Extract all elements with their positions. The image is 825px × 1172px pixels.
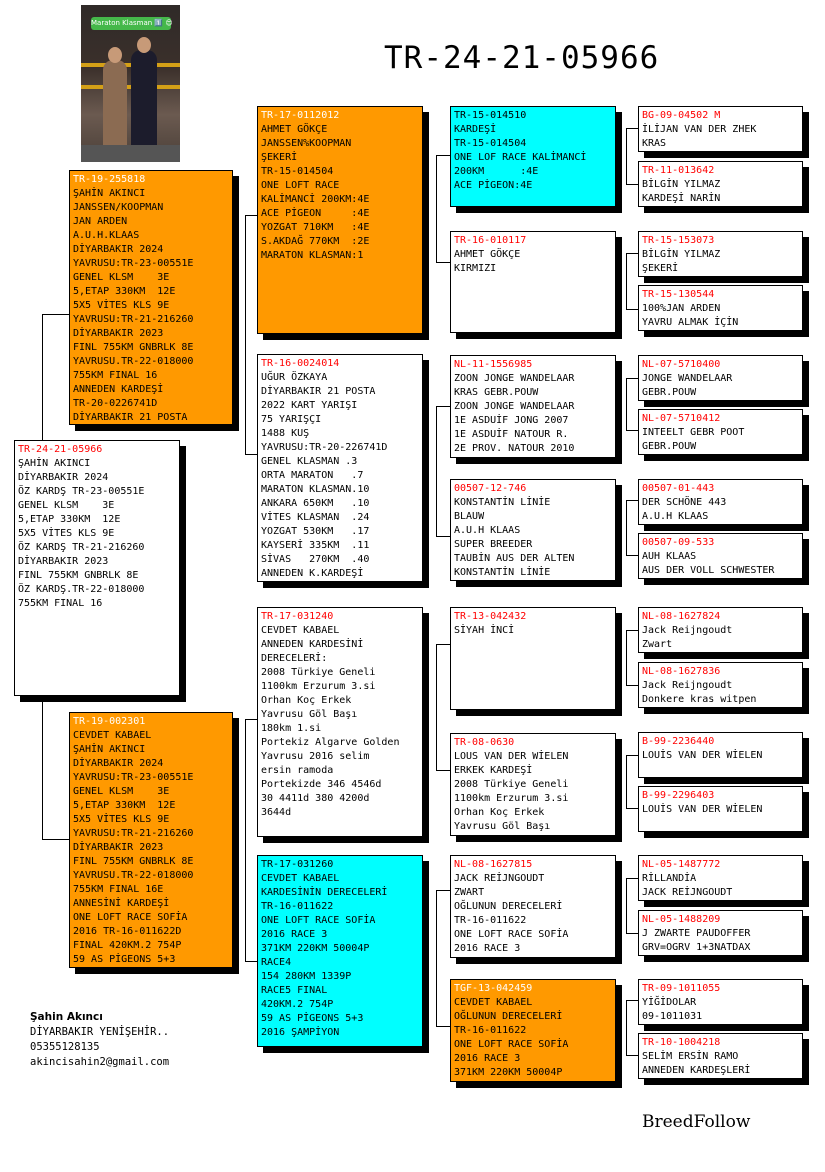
sss-card[interactable]	[450, 106, 616, 207]
pedigree-line: MARATON KLASMAN.10	[261, 484, 370, 495]
subject-pigeon-card[interactable]	[14, 440, 180, 696]
pedigree-line: ŞAHİN AKINCI	[18, 458, 91, 469]
ssd-card[interactable]	[450, 231, 616, 333]
pedigree-line: 2016 TR-16-011622D	[73, 926, 182, 937]
ring-number: TGF-13-042459	[454, 983, 533, 994]
ring-number: NL-07-5710412	[642, 413, 721, 424]
dam-sire-card[interactable]	[257, 607, 423, 837]
pedigree-line: 420KM.2 754P	[261, 999, 334, 1010]
pedigree-line: 5X5 VİTES KLS 9E	[18, 528, 115, 539]
connector	[436, 155, 450, 156]
pedigree-line: YAVRUSU:TR-21-216260	[73, 314, 194, 325]
connector	[245, 215, 246, 454]
pedigree-line: 371KM 220KM 50004P	[454, 1067, 563, 1078]
pedigree-line: Jack Reijngoudt	[642, 625, 733, 636]
sire-dam-card[interactable]	[257, 354, 423, 582]
connector	[626, 253, 638, 254]
pedigree-line: KARDEŞİ NARİN	[642, 193, 721, 204]
pedigree-line: DİYARBAKIR 2023	[73, 842, 164, 853]
connector	[436, 644, 437, 770]
pedigree-line: 371KM 220KM 50004P	[261, 943, 370, 954]
person-right	[131, 50, 157, 160]
pedigree-line: FINAL 420KM.2 754P	[73, 940, 182, 951]
pedigree-line: RACE5 FINAL	[261, 985, 328, 996]
connector	[626, 430, 638, 431]
pedigree-line: CEVDET KABAEL	[261, 873, 340, 884]
pedigree-line: KONSTANTİN LİNİE	[454, 497, 551, 508]
ring-number: NL-05-1487772	[642, 859, 721, 870]
sire-sire-card[interactable]	[257, 106, 423, 334]
pedigree-line: YİĞİDOLAR	[642, 997, 697, 1008]
dam-card[interactable]	[69, 712, 233, 968]
pedigree-line: YAVRUSU:TR-21-216260	[73, 828, 194, 839]
ring-number: 00507-09-533	[642, 537, 715, 548]
ancestor-card-6[interactable]	[638, 409, 803, 455]
pedigree-line: TR-15-014504	[261, 166, 334, 177]
connector	[626, 1000, 627, 1055]
pedigree-line: INTEELT GEBR POOT	[642, 427, 745, 438]
pedigree-line: ÖZ KARDŞ TR-21-216260	[18, 542, 145, 553]
pedigree-line: ONE LOFT RACE	[261, 180, 340, 191]
connector	[245, 215, 257, 216]
page-title: TR-24-21-05966	[384, 40, 660, 76]
pedigree-line: KAYSERİ 335KM .11	[261, 540, 370, 551]
pedigree-line: AHMET GÖKÇE	[261, 124, 328, 135]
ring-number: B-99-2236440	[642, 736, 715, 747]
pedigree-line: 2008 Türkiye Geneli	[454, 779, 569, 790]
pedigree-line: KRAS GEBR.POUW	[454, 387, 539, 398]
connector	[626, 500, 627, 555]
dsd-card[interactable]	[450, 733, 616, 836]
ancestor-card-11[interactable]	[638, 732, 803, 778]
pedigree-line: J ZWARTE PAUDOFFER	[642, 928, 751, 939]
ancestor-card-3[interactable]	[638, 231, 803, 277]
pedigree-line: LOUS VAN DER WİELEN	[454, 751, 569, 762]
ring-number: TR-24-21-05966	[18, 444, 103, 455]
pedigree-line: AUS DER VOLL SCHWESTER	[642, 565, 775, 576]
pedigree-line: 5,ETAP 330KM 12E	[73, 286, 176, 297]
pedigree-line: YAVRU ALMAK İÇİN	[642, 317, 739, 328]
pedigree-line: 59 AS PİGEONS 5+3	[73, 954, 176, 965]
pedigree-line: CEVDET KABAEL	[454, 997, 533, 1008]
connector	[626, 128, 638, 129]
pedigree-line: CEVDET KABAEL	[261, 625, 340, 636]
pedigree-line: ONE LOFT RACE SOFİA	[454, 1039, 569, 1050]
pedigree-line: ŞEKERİ	[642, 263, 679, 274]
pedigree-line: YAVRUSU:TR-20-226741D	[261, 442, 388, 453]
pedigree-line: 2016 ŞAMPİYON	[261, 1027, 340, 1038]
pedigree-line: 5,ETAP 330KM 12E	[18, 514, 121, 525]
pedigree-line: ANNEDEN KARDEŞİ	[73, 384, 164, 395]
pedigree-line: VİTES KLASMAN .24	[261, 512, 370, 523]
ring-number: TR-17-031260	[261, 859, 334, 870]
connector	[436, 155, 437, 262]
connector	[42, 839, 69, 840]
ring-number: 00507-01-443	[642, 483, 715, 494]
pedigree-line: AHMET GÖKÇE	[454, 249, 521, 260]
ring-number: NL-08-1627836	[642, 666, 721, 677]
pedigree-line: 755KM FINAL 16E	[73, 884, 164, 895]
pedigree-line: 5,ETAP 330KM 12E	[73, 800, 176, 811]
ring-number: TR-11-013642	[642, 165, 715, 176]
pedigree-line: Orhan Koç Erkek	[454, 807, 545, 818]
ring-number: TR-19-255818	[73, 174, 146, 185]
pedigree-line: SUPER BREEDER	[454, 539, 533, 550]
pedigree-line: MARATON KLASMAN:1	[261, 250, 364, 261]
ring-number: TR-08-0630	[454, 737, 515, 748]
pedigree-line: 1488 KUŞ	[261, 428, 310, 439]
pedigree-line: AUH KLAAS	[642, 551, 697, 562]
ring-number: TR-13-042432	[454, 611, 527, 622]
connector	[436, 1026, 450, 1027]
pedigree-line: KRAS	[642, 138, 667, 149]
pedigree-line: GENEL KLASMAN .3	[261, 456, 358, 467]
pedigree-line: ACE PİGEON:4E	[454, 180, 533, 191]
pedigree-line: FINL 755KM GNBRLK 8E	[73, 856, 194, 867]
ring-number: NL-07-5710400	[642, 359, 721, 370]
connector	[626, 378, 638, 379]
pedigree-line: Portekizde 346 4546d	[261, 779, 382, 790]
pedigree-line: ŞEKERİ	[261, 152, 298, 163]
pedigree-line: GRV=OGRV 1+3NATDAX	[642, 942, 751, 953]
pedigree-line: GENEL KLSM 3E	[18, 500, 115, 511]
pedigree-line: 1100km Erzurum 3.si	[454, 793, 569, 804]
pedigree-line: JACK REİJNGOUDT	[454, 873, 545, 884]
connector	[245, 719, 257, 720]
ancestor-card-2[interactable]	[638, 161, 803, 207]
ring-number: TR-15-153073	[642, 235, 715, 246]
pedigree-line: SELİM ERSİN RAMO	[642, 1051, 739, 1062]
pedigree-line: ERKEK KARDEŞİ	[454, 765, 533, 776]
ancestor-card-15[interactable]	[638, 979, 803, 1025]
pedigree-line: 59 AS PİGEONS 5+3	[261, 1013, 364, 1024]
connector	[626, 808, 638, 809]
connector	[436, 644, 450, 645]
connector	[626, 555, 638, 556]
pedigree-line: TR-16-011622	[454, 915, 527, 926]
pedigree-line: DERECELERİ:	[261, 653, 328, 664]
connector	[436, 770, 450, 771]
pedigree-line: 3644d	[261, 807, 292, 818]
pedigree-line: 100%JAN ARDEN	[642, 303, 721, 314]
connector	[626, 378, 627, 430]
pedigree-line: FINL 755KM GNBRLK 8E	[18, 570, 139, 581]
person-right-head	[137, 37, 151, 53]
pedigree-line: JACK REİJNGOUDT	[642, 887, 733, 898]
ancestor-card-13[interactable]	[638, 855, 803, 901]
ancestor-card-4[interactable]	[638, 285, 803, 331]
ring-number: NL-05-1488209	[642, 914, 721, 925]
ancestor-card-1[interactable]	[638, 106, 803, 152]
pedigree-line: ACE PİGEON :4E	[261, 208, 370, 219]
dds-card[interactable]	[450, 855, 616, 958]
pedigree-line: DİYARBAKIR 2024	[18, 472, 109, 483]
pedigree-line: YAVRUSU.TR-22-018000	[73, 870, 194, 881]
dss-card[interactable]	[450, 607, 616, 710]
ring-number: TR-16-010117	[454, 235, 527, 246]
pedigree-line: Portekiz Algarve Golden	[261, 737, 400, 748]
pedigree-line: 154 280KM 1339P	[261, 971, 352, 982]
ancestor-card-10[interactable]	[638, 662, 803, 708]
pedigree-line: KARDEŞİ	[454, 124, 497, 135]
connector	[436, 406, 450, 407]
pedigree-line: YAVRUSU.TR-22-018000	[73, 356, 194, 367]
pedigree-line: 200KM :4E	[454, 166, 539, 177]
pedigree-line: TAUBİN AUS DER ALTEN	[454, 553, 575, 564]
owner-location: DİYARBAKIR YENİŞEHİR..	[30, 1026, 170, 1038]
owner-contact	[30, 1010, 169, 1070]
connector	[245, 719, 246, 961]
ring-number: 00507-12-746	[454, 483, 527, 494]
owner-photo	[81, 5, 180, 162]
pedigree-line: ONE LOFT RACE SOFİA	[73, 912, 188, 923]
owner-email[interactable]: akincisahin2@gmail.com	[30, 1056, 170, 1068]
pedigree-line: 1100km Erzurum 3.si	[261, 681, 376, 692]
pedigree-line: 180km 1.si	[261, 723, 322, 734]
pedigree-line: SİYAH İNCİ	[454, 625, 515, 636]
pedigree-line: S.AKDAĞ 770KM :2E	[261, 236, 370, 247]
owner-name: Şahin Akıncı	[30, 1011, 103, 1023]
ring-number: B-99-2296403	[642, 790, 715, 801]
pedigree-line: TR-16-011622	[454, 1025, 527, 1036]
pedigree-line: DİYARBAKIR 21 POSTA	[261, 386, 376, 397]
pedigree-line: ONE LOFT RACE SOFİA	[454, 929, 569, 940]
pedigree-line: TR-16-011622	[261, 901, 334, 912]
pedigree-line: 2022 KART YARIŞI	[261, 400, 358, 411]
connector	[626, 878, 638, 879]
pedigree-line: 75 YARIŞÇI	[261, 414, 322, 425]
pedigree-line: ŞAHİN AKINCI	[73, 744, 146, 755]
pedigree-line: 09-1011031	[642, 1011, 703, 1022]
pedigree-line: KARDESİNİN DERECELERİ	[261, 887, 388, 898]
connector	[626, 1055, 638, 1056]
sire-card[interactable]	[69, 170, 233, 425]
pedigree-line: 755KM FINAL 16	[73, 370, 158, 381]
pedigree-line: Yavrusu 2016 selim	[261, 751, 370, 762]
connector	[626, 500, 638, 501]
pedigree-line: ONE LOF RACE KALİMANCİ	[454, 152, 587, 163]
pedigree-line: Orhan Koç Erkek	[261, 695, 352, 706]
pedigree-line: DİYARBAKIR 21 POSTA	[73, 412, 188, 423]
pedigree-line: 755KM FINAL 16	[18, 598, 103, 609]
pedigree-line: ANNEDEN KARDESİNİ	[261, 639, 364, 650]
connector	[436, 890, 450, 891]
connector	[42, 696, 43, 839]
pedigree-line: ZOON JONGE WANDELAAR	[454, 401, 575, 412]
person-left-head	[108, 47, 122, 63]
pedigree-line: TR-15-014504	[454, 138, 527, 149]
pedigree-line: KIRMIZI	[454, 263, 497, 274]
pedigree-line: ZWART	[454, 887, 485, 898]
connector	[626, 878, 627, 933]
pedigree-line: ÖZ KARDŞ TR-23-00551E	[18, 486, 145, 497]
photo-banner: Maraton Klasman 1️⃣ 😍	[91, 17, 171, 30]
connector	[626, 630, 638, 631]
pedigree-line: SİVAS 270KM .40	[261, 554, 370, 565]
pedigree-line: ORTA MARATON .7	[261, 470, 364, 481]
sds-card[interactable]	[450, 355, 616, 458]
pedigree-line: JANSSEN%KOOPMAN	[261, 138, 352, 149]
connector	[626, 685, 638, 686]
connector	[245, 961, 257, 962]
pedigree-line: ANKARA 650KM .10	[261, 498, 370, 509]
pedigree-line: ANNESİNİ KARDEŞİ	[73, 898, 170, 909]
connector	[626, 253, 627, 309]
connector	[42, 314, 69, 315]
owner-phone: 05355128135	[30, 1041, 100, 1053]
pedigree-line: OĞLUNUN DERECELERİ	[454, 901, 563, 912]
pedigree-line: BİLGİN YILMAZ	[642, 179, 721, 190]
pedigree-line: TR-20-0226741D	[73, 398, 158, 409]
connector	[626, 128, 627, 184]
pedigree-line: JONGE WANDELAAR	[642, 373, 733, 384]
ancestor-card-14[interactable]	[638, 910, 803, 956]
ring-number: TR-15-014510	[454, 110, 527, 121]
ring-number: TR-15-130544	[642, 289, 715, 300]
pedigree-line: CEVDET KABAEL	[73, 730, 152, 741]
pedigree-line: LOUİS VAN DER WİELEN	[642, 750, 763, 761]
ring-number: TR-16-0024014	[261, 358, 340, 369]
pedigree-line: KONSTANTİN LİNİE	[454, 567, 551, 578]
connector	[626, 755, 638, 756]
connector	[245, 454, 257, 455]
pedigree-line: 1E ASDUİF NATOUR R.	[454, 429, 569, 440]
pedigree-line: GEBR.POUW	[642, 387, 697, 398]
pedigree-line: RİLLANDİA	[642, 873, 697, 884]
pedigree-line: ŞAHİN AKINCI	[73, 188, 146, 199]
pedigree-line: GENEL KLSM 3E	[73, 786, 170, 797]
pedigree-line: OĞLUNUN DERECELERİ	[454, 1011, 563, 1022]
pedigree-line: YOZGAT 710KM :4E	[261, 222, 370, 233]
pedigree-line: YAVRUSU:TR-23-00551E	[73, 258, 194, 269]
ancestor-card-16[interactable]	[638, 1033, 803, 1079]
pedigree-line: GENEL KLSM 3E	[73, 272, 170, 283]
connector	[42, 314, 43, 440]
connector	[626, 184, 638, 185]
connector	[436, 406, 437, 536]
pedigree-line: 1E ASDUİF JONG 2007	[454, 415, 569, 426]
pedigree-line: Zwart	[642, 639, 673, 650]
connector	[436, 536, 450, 537]
pedigree-line: DER SCHÖNE 443	[642, 497, 727, 508]
ring-number: NL-08-1627824	[642, 611, 721, 622]
pedigree-line: Donkere kras witpen	[642, 694, 757, 705]
connector	[626, 309, 638, 310]
pedigree-line: ersin ramoda	[261, 765, 334, 776]
pedigree-line: 2008 Türkiye Geneli	[261, 667, 376, 678]
pedigree-line: 5X5 VİTES KLS 9E	[73, 300, 170, 311]
floor	[81, 145, 180, 162]
ring-number: TR-09-1011055	[642, 983, 721, 994]
pedigree-line: DİYARBAKIR 2024	[73, 244, 164, 255]
ancestor-card-8[interactable]	[638, 533, 803, 579]
pedigree-line: BİLGİN YILMAZ	[642, 249, 721, 260]
connector	[436, 262, 450, 263]
pedigree-line: RACE4	[261, 957, 292, 968]
pedigree-line: YOZGAT 530KM .17	[261, 526, 370, 537]
pedigree-line: DİYARBAKIR 2023	[73, 328, 164, 339]
pedigree-line: A.U.H KLAAS	[642, 511, 709, 522]
ring-number: NL-11-1556985	[454, 359, 533, 370]
pedigree-line: 2E PROV. NATOUR 2010	[454, 443, 575, 454]
connector	[626, 933, 638, 934]
pedigree-line: A.U.H KLAAS	[454, 525, 521, 536]
pedigree-line: 2016 RACE 3	[261, 929, 328, 940]
pedigree-line: YAVRUSU:TR-23-00551E	[73, 772, 194, 783]
connector	[626, 755, 627, 808]
ring-number: BG-09-04502 M	[642, 110, 721, 121]
pedigree-line: ONE LOFT RACE SOFİA	[261, 915, 376, 926]
connector	[436, 890, 437, 1026]
pedigree-line: ANNEDEN KARDEŞLERİ	[642, 1065, 751, 1076]
pedigree-line: A.U.H.KLAAS	[73, 230, 140, 241]
sdd-card[interactable]	[450, 479, 616, 581]
pedigree-line: JANSSEN/KOOPMAN	[73, 202, 164, 213]
pedigree-line: 5X5 VİTES KLS 9E	[73, 814, 170, 825]
ring-number: TR-10-1004218	[642, 1037, 721, 1048]
ancestor-card-5[interactable]	[638, 355, 803, 401]
dam-dam-card[interactable]	[257, 855, 423, 1047]
ancestor-card-12[interactable]	[638, 786, 803, 832]
pedigree-line: FINL 755KM GNBRLK 8E	[73, 342, 194, 353]
pedigree-line: ÖZ KARDŞ.TR-22-018000	[18, 584, 145, 595]
pedigree-line: 30 4411d 380 4200d	[261, 793, 370, 804]
pedigree-line: İLİJAN VAN DER ZHEK	[642, 124, 757, 135]
ring-number: NL-08-1627815	[454, 859, 533, 870]
pedigree-line: Yavrusu Göl Başı	[454, 821, 551, 832]
pedigree-line: LOUİS VAN DER WİELEN	[642, 804, 763, 815]
connector	[626, 1000, 638, 1001]
pedigree-line: UĞUR ÖZKAYA	[261, 372, 328, 383]
pedigree-line: ANNEDEN K.KARDEŞİ	[261, 568, 364, 579]
ddd-card[interactable]	[450, 979, 616, 1082]
pedigree-line: ZOON JONGE WANDELAAR	[454, 373, 575, 384]
pedigree-line: Jack Reijngoudt	[642, 680, 733, 691]
connector	[626, 630, 627, 685]
pedigree-line: DİYARBAKIR 2024	[73, 758, 164, 769]
ring-number: TR-19-002301	[73, 716, 146, 727]
pedigree-line: Yavrusu Göl Başı	[261, 709, 358, 720]
ring-number: TR-17-0112012	[261, 110, 340, 121]
ring-number: TR-17-031240	[261, 611, 334, 622]
brand-logo-text: BreedFollow	[642, 1112, 751, 1132]
pedigree-line: DİYARBAKIR 2023	[18, 556, 109, 567]
pedigree-line: GEBR.POUW	[642, 441, 697, 452]
ancestor-card-9[interactable]	[638, 607, 803, 653]
pedigree-line: JAN ARDEN	[73, 216, 128, 227]
pedigree-line: KALİMANCİ 200KM:4E	[261, 194, 370, 205]
pedigree-line: BLAUW	[454, 511, 485, 522]
pedigree-line: 2016 RACE 3	[454, 1053, 521, 1064]
pedigree-line: 2016 RACE 3	[454, 943, 521, 954]
ancestor-card-7[interactable]	[638, 479, 803, 525]
